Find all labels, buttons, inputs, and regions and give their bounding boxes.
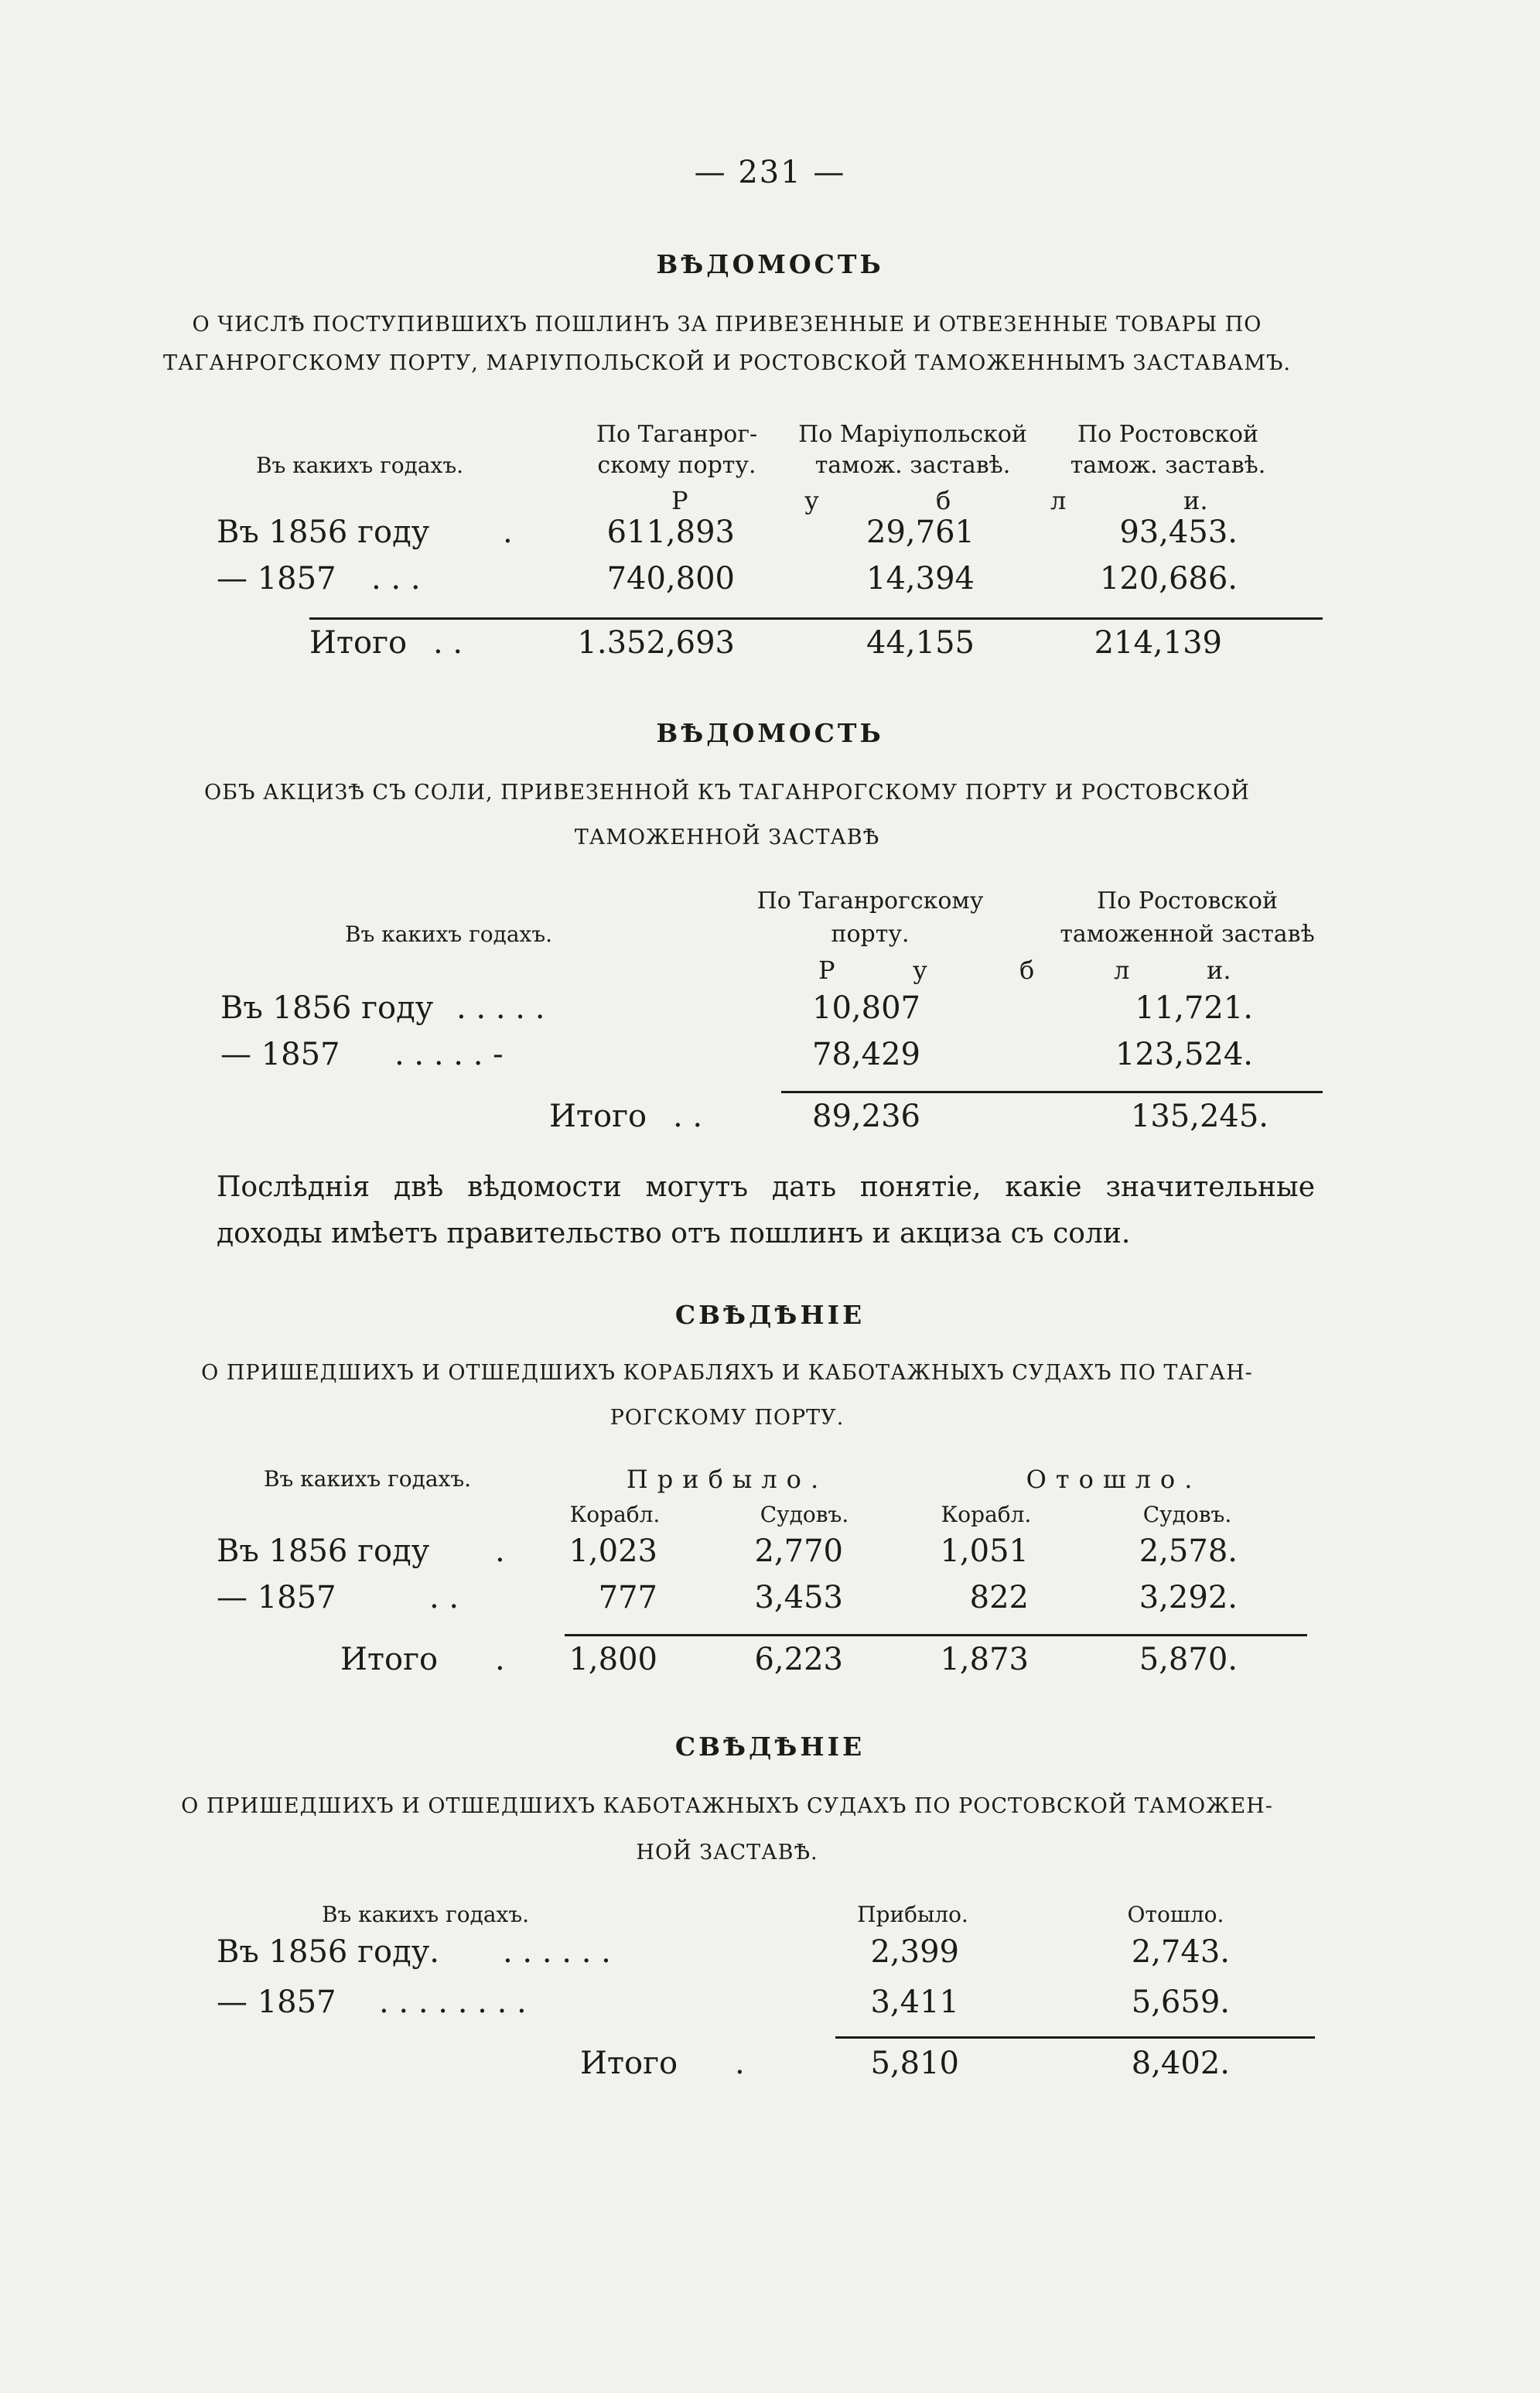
table3-total-cell: 5,870. <box>1139 1642 1238 1677</box>
table2-total-cell: 135,245. <box>1130 1099 1269 1134</box>
table1-col3-header-line2: тамож. заставѣ. <box>1070 452 1266 479</box>
table2-cell: 123,524. <box>1115 1037 1253 1072</box>
table1-col2-header-line2: тамож. заставѣ. <box>814 452 1011 479</box>
table4-cell: 2,743. <box>1131 1934 1230 1970</box>
table1-total-rule <box>309 617 1323 620</box>
table1-col1-header-line1: По Таганрог- <box>596 421 758 448</box>
table3-total-label: Итого <box>340 1642 439 1677</box>
page-number: — 231 — <box>694 155 846 190</box>
table4-row-dots: . . . . . . . . <box>379 1984 527 2020</box>
table3-cell: 1,023 <box>569 1533 657 1569</box>
table3-departed-header: Отошло. <box>1026 1465 1202 1494</box>
table2-row-dots: . . . . . <box>456 990 545 1026</box>
table2-col-years: Въ какихъ годахъ. <box>344 921 553 947</box>
table2-total-dots: . . <box>673 1099 703 1134</box>
table3-cell: 777 <box>598 1580 657 1615</box>
table3-total-cell: 1,800 <box>569 1642 657 1677</box>
table1-col1-header-line2: скому порту. <box>597 452 756 479</box>
table2-col2-header-line2: таможенной заставѣ <box>1060 921 1315 948</box>
table1-rub-letter: б <box>936 486 951 515</box>
table2-row-dots: . . . . . - <box>394 1037 504 1072</box>
table1-col-years: Въ какихъ годахъ. <box>255 453 464 478</box>
table4-cell: 3,411 <box>870 1984 959 2020</box>
table4-departed-header: Отошло. <box>1127 1902 1224 1927</box>
table2-total-label: Итого <box>549 1099 647 1134</box>
table2-cell: 11,721. <box>1135 990 1253 1026</box>
table3-total-cell: 6,223 <box>754 1642 843 1677</box>
table3-row-dots: . <box>495 1533 505 1569</box>
table3-cell: 1,051 <box>940 1533 1029 1569</box>
table4-cell: 2,399 <box>870 1934 959 1970</box>
table4-row-year: — 1857 <box>217 1984 336 2020</box>
table1-total-dots: . . <box>433 625 463 661</box>
table1-rub-letter: и. <box>1183 486 1208 515</box>
table1-total-cell: 214,139 <box>1094 625 1222 661</box>
table3-cell: 3,292. <box>1139 1580 1238 1615</box>
table3-ships-header: Корабл. <box>569 1502 661 1527</box>
table1-title: ВѢДОМОСТЬ <box>656 249 884 279</box>
table3-row-dots: . . <box>429 1580 459 1615</box>
table1-rub-letter: Р <box>671 486 688 515</box>
table4-col-years: Въ какихъ годахъ. <box>321 1902 530 1927</box>
table4-cell: 5,659. <box>1131 1984 1230 2020</box>
table1-row-year: — 1857 <box>217 561 336 597</box>
table3-subtitle-line2: РОГСКОМУ ПОРТУ. <box>610 1406 845 1430</box>
table3-total-cell: 1,873 <box>940 1642 1029 1677</box>
table2-col1-header-line1: По Таганрогскому <box>756 887 984 914</box>
table2-rub-letter: л <box>1114 955 1130 985</box>
table3-vessels-header: Судовъ. <box>760 1502 849 1527</box>
table1-total-cell: 1.352,693 <box>577 625 735 661</box>
table2-col2-header-line1: По Ростовской <box>1097 887 1278 914</box>
table3-title: СВѢДѢНІЕ <box>674 1300 866 1330</box>
table2-subtitle-line1: ОБЪ АКЦИЗѢ СЪ СОЛИ, ПРИВЕЗЕННОЙ КЪ ТАГАНРОГСКОМУ ПОРТУ И РОСТОВСКОЙ <box>204 781 1250 805</box>
table1-col2-header-line1: По Маріупольской <box>798 421 1027 448</box>
table1-row-dots: . <box>503 514 513 550</box>
table1-cell: 740,800 <box>606 561 735 597</box>
table1-rub-letter: л <box>1050 486 1067 515</box>
table4-total-cell: 5,810 <box>870 2046 959 2081</box>
table3-col-years: Въ какихъ годахъ. <box>263 1466 472 1492</box>
table1-cell: 120,686. <box>1099 561 1238 597</box>
table2-cell: 10,807 <box>812 990 920 1026</box>
table1-row-year: Въ 1856 году <box>217 514 430 550</box>
table2-total-rule <box>781 1091 1323 1093</box>
table1-total-label: Итого <box>309 625 408 661</box>
table1-col3-header-line1: По Ростовской <box>1077 421 1258 448</box>
table2-rub-letter: Р <box>818 955 835 985</box>
table2-rub-letter: у <box>913 955 927 985</box>
table3-subtitle-line1: О ПРИШЕДШИХЪ И ОТШЕДШИХЪ КОРАБЛЯХЪ И КАБОТАЖНЫХЪ СУДАХЪ ПО ТАГАН- <box>201 1361 1253 1385</box>
table1-cell: 93,453. <box>1119 514 1238 550</box>
table2-cell: 78,429 <box>812 1037 920 1072</box>
table3-total-dots: . <box>495 1642 505 1677</box>
table3-total-rule <box>565 1634 1307 1636</box>
table4-subtitle-line2: НОЙ ЗАСТАВѢ. <box>636 1841 818 1865</box>
table4-title: СВѢДѢНІЕ <box>674 1732 866 1762</box>
table3-cell: 2,578. <box>1139 1533 1238 1569</box>
table3-vessels-header: Судовъ. <box>1142 1502 1232 1527</box>
table3-cell: 3,453 <box>754 1580 843 1615</box>
table3-row-year: — 1857 <box>217 1580 336 1615</box>
table1-subtitle: О ЧИСЛѢ ПОСТУПИВШИХЪ ПОШЛИНЪ ЗА ПРИВЕЗЕННЫЕ И ОТВЕЗЕННЫЕ ТОВАРЫ ПО ТАГАНРОГСКОМУ ПОРТУ, МАРІУПОЛЬСКОЙ И РОСТОВСКОЙ ТАМОЖЕННЫМЪ ЗАСТАВАМЪ. <box>163 313 1291 375</box>
table3-arrived-header: Прибыло. <box>626 1465 828 1494</box>
table4-total-cell: 8,402. <box>1131 2046 1230 2081</box>
table2-rub-letter: и. <box>1207 955 1231 985</box>
table3-row-year: Въ 1856 году <box>217 1533 430 1569</box>
table4-total-label: Итого <box>580 2046 678 2081</box>
table4-total-rule <box>835 2036 1315 2039</box>
table1-total-cell: 44,155 <box>866 625 975 661</box>
table2-col1-header-line2: порту. <box>831 921 910 948</box>
table4-row-dots: . . . . . . <box>503 1934 611 1970</box>
table2-total-cell: 89,236 <box>812 1099 920 1134</box>
table2-row-year: Въ 1856 году <box>220 990 434 1026</box>
table4-total-dots: . <box>735 2046 745 2081</box>
table3-ships-header: Корабл. <box>941 1502 1032 1527</box>
body-paragraph: Послѣднія двѣ вѣдомости могутъ дать понятіе, какіе значительные доходы имѣетъ правительство отъ пошлинъ и акциза съ соли. <box>217 1171 1315 1249</box>
table2-subtitle-line2: ТАМОЖЕННОЙ ЗАСТАВѢ <box>574 826 880 850</box>
table3-cell: 2,770 <box>754 1533 843 1569</box>
table2-title: ВѢДОМОСТЬ <box>656 718 884 748</box>
table2-row-year: — 1857 <box>220 1037 340 1072</box>
table1-cell: 611,893 <box>606 514 735 550</box>
table1-cell: 14,394 <box>866 561 975 597</box>
table1-row-dots: . . . <box>371 561 421 597</box>
table1-cell: 29,761 <box>866 514 975 550</box>
table4-subtitle-line1: О ПРИШЕДШИХЪ И ОТШЕДШИХЪ КАБОТАЖНЫХЪ СУДАХЪ ПО РОСТОВСКОЙ ТАМОЖЕН- <box>181 1794 1273 1818</box>
table1-rub-letter: у <box>804 486 819 515</box>
table2-rub-letter: б <box>1019 955 1035 985</box>
table4-arrived-header: Прибыло. <box>857 1902 968 1927</box>
table3-cell: 822 <box>969 1580 1029 1615</box>
table4-row-year: Въ 1856 году. <box>217 1934 439 1970</box>
